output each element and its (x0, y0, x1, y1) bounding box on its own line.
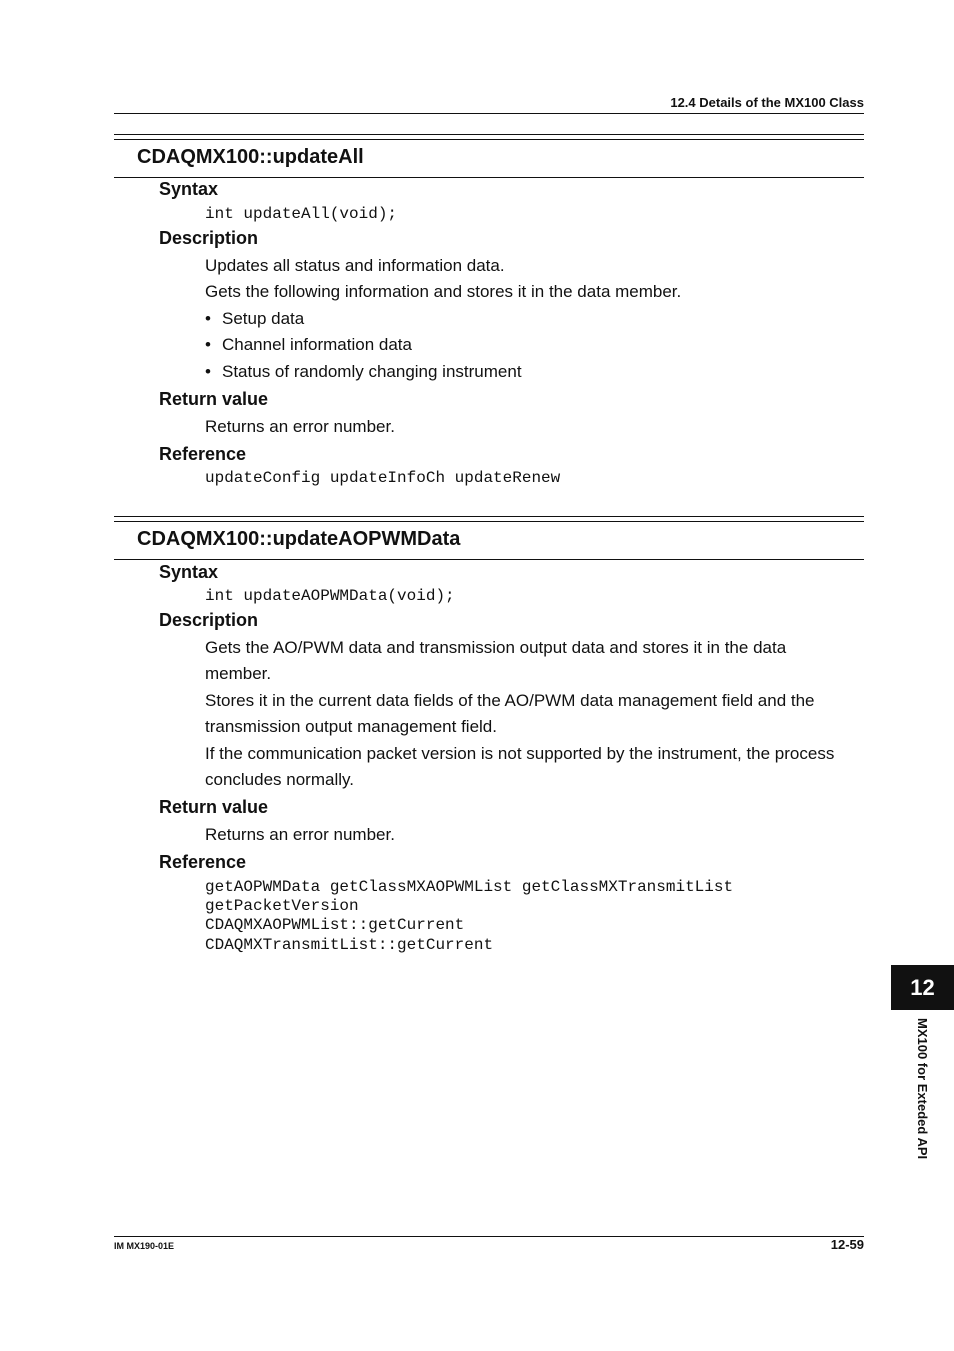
syntax-code: int updateAOPWMData(void); (205, 587, 455, 605)
description-heading: Description (159, 228, 259, 248)
syntax-heading: Syntax (159, 562, 219, 582)
return-value-heading: Return value (159, 797, 269, 817)
description-line: transmission output management field. (205, 717, 497, 736)
reference-code: CDAQMXTransmitList::getCurrent (205, 936, 494, 954)
reference-heading: Reference (159, 852, 247, 872)
bullet-item (205, 335, 412, 355)
running-header-title: 12.4 Details of the MX100 Class (670, 95, 864, 110)
bullet-icon: • (205, 309, 211, 328)
description-line: Updates all status and information data. (205, 256, 505, 275)
bullet-icon: • (205, 362, 211, 381)
description-line: If the communication packet version is not supported by the instrument, the process (205, 744, 835, 763)
return-value-text: Returns an error number. (205, 417, 395, 436)
section-title: CDAQMX100::updateAOPWMData (137, 528, 461, 550)
reference-code: getAOPWMData getClassMXAOPWMList getClassMXTransmitList (205, 878, 734, 896)
section-title-underline (114, 559, 864, 560)
section-rule-top (114, 134, 864, 135)
description-heading: Description (159, 610, 259, 630)
description-line: Gets the following information and stores it in the data member. (205, 282, 682, 301)
header-rule (114, 113, 864, 114)
reference-code: updateConfig updateInfoCh updateRenew (205, 469, 561, 487)
description-line: Gets the AO/PWM data and transmission output data and stores it in the data (205, 638, 787, 657)
description-line: concludes normally. (205, 770, 354, 789)
description-line: member. (205, 664, 272, 683)
chapter-side-label: MX100 for Exteded API (915, 1018, 930, 1160)
footer-doc-id: IM MX190-01E (114, 1241, 175, 1251)
return-value-text: Returns an error number. (205, 825, 395, 844)
chapter-tab: 12 (891, 965, 954, 1010)
bullet-text: Channel information data (222, 335, 412, 354)
bullet-item (205, 362, 522, 382)
section-title-underline (114, 177, 864, 178)
section-title: CDAQMX100::updateAll (137, 146, 364, 168)
return-value-heading: Return value (159, 389, 269, 409)
bullet-item (205, 309, 304, 329)
bullet-text: Status of randomly changing instrument (222, 362, 522, 381)
description-line: Stores it in the current data fields of the AO/PWM data management field and the (205, 691, 815, 710)
bullet-icon: • (205, 335, 211, 354)
section-rule-top-second (114, 139, 864, 140)
section-rule-top-second (114, 521, 864, 522)
footer-rule (114, 1236, 864, 1237)
reference-heading: Reference (159, 444, 247, 464)
bullet-text: Setup data (222, 309, 305, 328)
reference-code: getPacketVersion (205, 897, 359, 915)
syntax-heading: Syntax (159, 179, 219, 199)
reference-code: CDAQMXAOPWMList::getCurrent (205, 916, 465, 934)
footer-page-number: 12-59 (830, 1237, 864, 1252)
section-rule-top (114, 516, 864, 517)
syntax-code: int updateAll(void); (205, 205, 398, 223)
